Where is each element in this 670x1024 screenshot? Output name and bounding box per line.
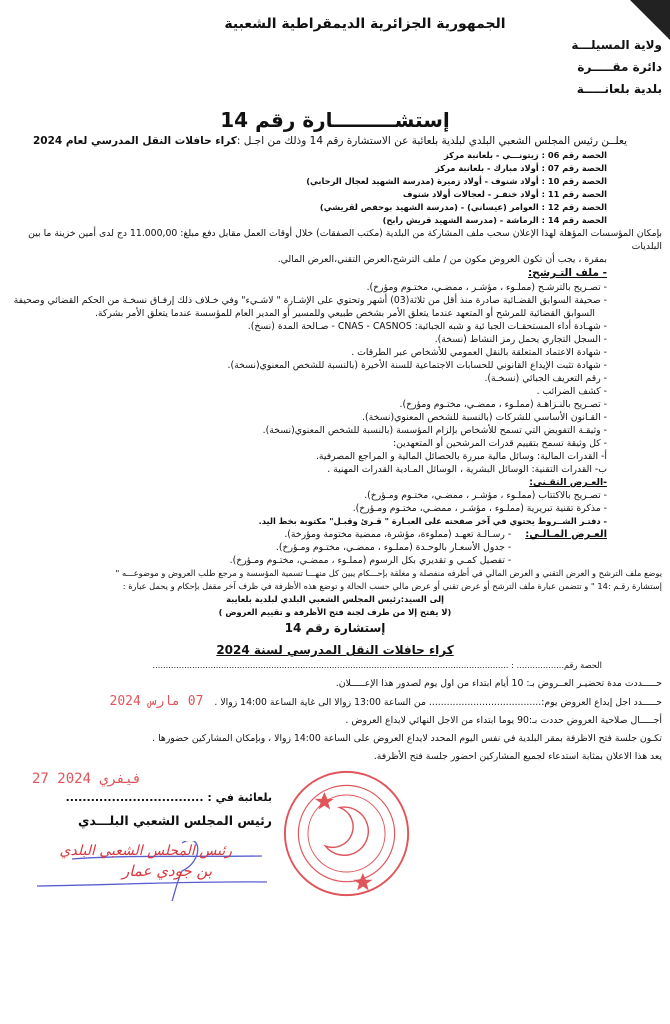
- place-date: بلعائبة في : .................................: [65, 791, 272, 804]
- baladia: بلدية بلعانـــــة: [576, 82, 662, 96]
- technical-item: - تصـريح بالاكتتاب (مملـوء ، مؤشـر ، ممضـي، مختـوم ومـؤرخ).: [364, 490, 607, 501]
- capacity-technical: ب- القدرات التقنية: الوسائل البشرية ، الوسائل المـادية القدرات المهنية .: [327, 464, 607, 475]
- republic-title: الجمهورية الجزائرية الديمقراطية الشعبية: [224, 16, 506, 32]
- seal-container: [272, 769, 412, 903]
- candidature-item: - شهادة تثبت الإيداع القانوني للحسابات الاجتماعية للسنة الأخيرة (بالنسبة للشخص المعنوي(نسخة).: [8, 359, 607, 372]
- financial-item: - تفصيل كمـي و تقديري بكل الرسوم (مملـوء ، ممضـي، مختـوم ومـؤرخ).: [229, 555, 512, 566]
- address-line-2: (لا يفتح إلا من طرف لجنة فتح الأظرفة و تقييم العروض ): [218, 607, 452, 617]
- envelope-line-1: يوضع ملف الترشح و العرض التقني و العرض المالي في أظرفه منفصلة و مغلقة بإحـــكام يبين كل منهـــا تسمية المؤسسة و مرجع طلب العروض و موضوعـــه ": [115, 568, 662, 578]
- capacity-financial: أ- القدرات المالية: وسائل مالية مبررة بالحصائل المالية و المراجع المصرفية.: [315, 451, 607, 462]
- signature: [32, 841, 272, 901]
- announcement-subject: كراء حافلات النقل المدرسي لعام 2024: [32, 135, 237, 147]
- signatory-title: رئيس المجلس الشعبي البلـــدي: [77, 813, 272, 828]
- candidature-item: - القـانون الأساسي للشركات (بالنسبة للشخص المعنوي(نسخة).: [8, 411, 607, 424]
- technical-item: - دفتـر الشــروط يحتوي في آخر صفحته على العبـارة " قـرئ وقبـل" مكتوبة بخط اليد.: [258, 516, 607, 526]
- term-line: أجـــــال صلاحية العروض حددت بـ:90 يوما ابتداء من الاجل النهائي لايداع العروض .: [345, 715, 662, 726]
- candidature-title: - ملف التـرشح:: [8, 266, 662, 281]
- wilaya: ولاية المسيلـــة: [571, 38, 662, 52]
- term-line: حـــــددت مدة تحضيـر العــروض بـ: 10 أيام ابتداء من اول يوم لصدور هذا الإعـــــلان.: [335, 678, 662, 689]
- official-seal: [282, 769, 412, 899]
- signatory-block: [32, 769, 272, 901]
- candidature-item: - وثيقـة التفويض التي تسمح للأشخاص بإلزام المؤسسة (بالنسبة للشخص المعنوي(نسخة).: [8, 424, 607, 437]
- lot-item: الحصة رقم 07 : أولاد مبارك - بلعانبة مركز: [435, 163, 607, 173]
- candidature-item: - شهادة الاعتماد المتعلقة بالنقل العمومي للأشخاص عبر الطرقات .: [8, 346, 607, 359]
- lot-item: الحصة رقم 10 : أولاد شنوف - أولاد زميرة (مدرسة الشهيد لعجال الرحابي): [306, 176, 607, 186]
- intro-line-2: بمقرة ، يجب أن تكون العروض مكون من / ملف الترشح،العرض التقني،العرض المالي.: [277, 254, 607, 265]
- candidature-item: - كشف الضرائب .: [8, 385, 607, 398]
- financial-item: - جدول الأسعـار بالوحـدة (مملـوء ، ممضـي، مختـوم ومـؤرخ).: [275, 542, 512, 553]
- announcement: [8, 134, 662, 149]
- deposit-date-stamp: 07 مارس 2024: [109, 694, 204, 709]
- candidature-item: - السجل التجاري يحمل رمز النشاط (نسخة).: [8, 333, 607, 346]
- consultation-heading-2: إستشارة رقم 14: [284, 621, 386, 635]
- term-line: حـــــدد اجل إيداع العروض يوم:...................................... من الساعة 13:00 زوالا الى غاية الساعة 14:00 زوالا .: [214, 697, 662, 708]
- technical-item: - مذكرة تقنية تبريرية (مملـوء ، مؤشـر ، ممضـي، مختـوم ومـؤرخ).: [352, 503, 607, 514]
- candidature-item: - كل وثيقة تسمح بتقييم قدرات المرشحين أو المتعهدين:: [8, 437, 607, 450]
- announcement-text: يعلــن رئيس المجلس الشعبي البلدي لبلدية بلعائبة عن الاستشارة رقم 14 وذلك من اجـل :: [236, 135, 627, 147]
- financial-items: [230, 528, 512, 567]
- subject-2: كراء حافلات النقل المدرسي لسنة 2024: [216, 643, 454, 657]
- lot-item: الحصة رقم 12 : العوامر (عيساني) - (مدرسة الشهيد بوحفص لقريشي): [319, 202, 607, 212]
- term-line: تكـون جلسة فتح الاظرفة بمقر البلدية في نفس اليوم المحدد لايداع العروض على الساعة 14:00 زوالا ، وبإمكان المشاركين حضورها .: [152, 733, 662, 744]
- candidature-item: - شهـادة أداء المستحقـات الجبا ئية و شبه الجبائية: CNAS - CASNOS - صـالحة المدة (نسخ).: [8, 320, 607, 333]
- candidature-item: - تصـريح بالنـزاهـة (مملـوء ، ممضـي، مختـوم ومؤرخ).: [8, 398, 607, 411]
- term-line-deposit: [8, 695, 662, 709]
- lots-list: [8, 149, 662, 227]
- financial-section: [8, 528, 662, 567]
- intro-line-1: بإمكان المؤسسات المؤهلة لهذا الإعلان سحب ملف المشاركة من البلدية (مكتب الصفقات) خلال أوقات العمل مقابل دفع مبلغ: 11.000,00 دج لدى أمين خزينة ما بين البلديات: [28, 228, 662, 252]
- envelope-line-2: إستشارة رقـم :14 " و تتضمن عبارة ملف الترشح أو عرض تقني أو عرض مالي حسب الحالة و توضع هذه الأظرفة في ظرف آخر مقفل بإحكام و يحمل عبارة :: [122, 581, 662, 591]
- lot-item: الحصة رقم 14 : الرماشة - (مدرسة الشهيد قريش رابح): [382, 215, 607, 225]
- lot-item: الحصة رقم 11 : أولاد خنفـر - لعجالات أولاد شنوف: [402, 189, 607, 199]
- signature-name: بن جودي عمار: [121, 862, 212, 880]
- candidature-list: [8, 281, 662, 450]
- technical-title: -العـرض التقـني:: [529, 477, 607, 488]
- daira: دائرة مقـــــرة: [577, 60, 662, 74]
- candidature-item: - تصـريح بالترشـح (مملـوء ، مؤشـر ، ممضـي، مختـوم ومؤرخ).: [8, 281, 607, 294]
- consultation-heading: إستشـــــــــارة رقم 14: [220, 108, 450, 132]
- scan-corner-shadow: [630, 0, 670, 40]
- lot-number-field: الحصة رقم.................. : .......................................................................................................................................: [152, 660, 602, 670]
- financial-item: - رسـالـة تعهـد (مملوءة، مؤشرة، ممضية مختومة ومؤرخة).: [284, 529, 512, 540]
- candidature-item: السوابق القضائية للمرشح أو المتعهد عندما يتعلق الأمر بشخص طبيعي وللمسير أو المدير العام للمؤسسة عندما يتعلق الأمر بشركة.: [94, 308, 595, 319]
- signature-title: رئيس المجلس الشعبي البلدي: [59, 843, 232, 859]
- candidature-item: - رقم التعريف الجبائي (نسخـة).: [8, 372, 607, 385]
- term-line: يعد هذا الاعلان بمثابة استدعاء لجميع المشاركين احضور جلسة فتح الأظرفة.: [373, 751, 662, 762]
- financial-title: العـرض المـالـي:: [525, 529, 607, 540]
- date-stamp: 27 فيفري 2024: [32, 771, 142, 787]
- lot-item: الحصة رقم 06 : زيتونـــي - بلعانبة مركز: [443, 150, 607, 160]
- candidature-item: - صحيفة السوابق القضـائية صادرة منذ أقل من ثلاثة(03) أشهر وتحتوي على الإشـارة " لاشـيء" وفي خـلاف ذلك إرفـاق نسخـة من الحكم القضائي وصحيفة: [8, 294, 607, 307]
- signature-area: [8, 769, 662, 903]
- address-line-1: إلى السيد:رئيس المجلس الشعبي البلدي لبلدية بلعايبة: [226, 594, 444, 604]
